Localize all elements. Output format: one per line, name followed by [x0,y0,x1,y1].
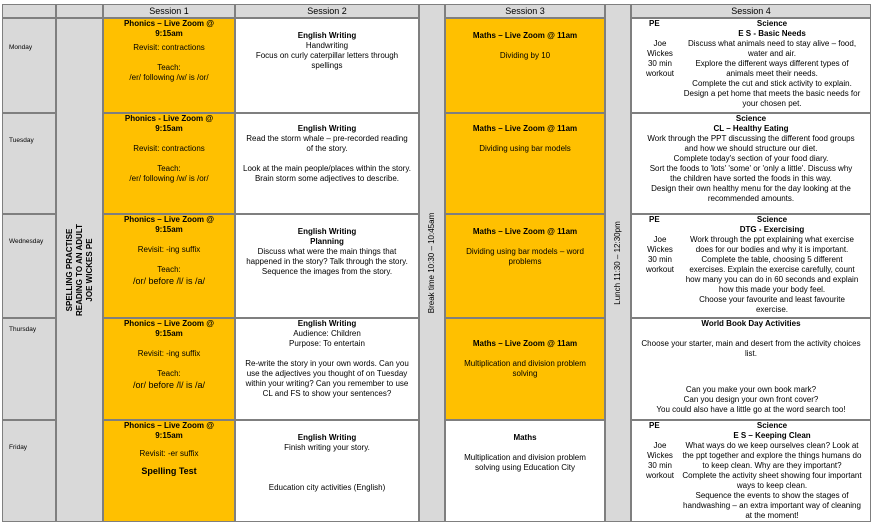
side-line-3: JOE WICKES PE [84,238,94,302]
lunch-column [605,4,631,522]
day-friday: Friday [2,420,56,522]
s3-friday: Maths Multiplication and division problem solving using Education City [445,420,605,522]
science-block-monday: Science E S - Basic Needs Discuss what animals need to stay alive – food, water and air. Explore the different ways different types of animals meet their needs. Complete the cut and stick activity to explain. Design a pet home that meets the basic needs for your chosen pet. [683,19,861,108]
science-block-wednesday: Science DTG - Exercising Work through the ppt explaining what exercise does for our bodies and why it is important. Complete the table, choosing 5 different exercises. Explain the exercise carefully, count how many you can do in 60 seconds and explain how this made your body feel. Choose your favourite and least favourite exercise. [685,215,859,314]
header-corner [2,4,56,18]
s1-wednesday: Phonics – Live Zoom @ 9:15am Revisit: -ing suffix Teach: /or/ before /l/ is /a/ [103,214,235,318]
pe-block-friday: PE Joe Wickes 30 min workout [646,421,675,480]
s2-thursday: English Writing Audience: Children Purpose: To entertain Re-write the story in your own words. Can you use the adjectives you thought of on Tuesday within your writing? Can you remember to use CL and FS to show your sentences? [235,318,419,420]
day-thursday: Thursday [2,318,56,420]
spelling-reading-pe-column [56,18,103,522]
header-session-4: Session 4 [631,4,871,18]
s3-tuesday: Maths – Live Zoom @ 11am Dividing using bar models [445,113,605,214]
s1-tuesday: Phonics - Live Zoom @ 9:15am Revisit: contractions Teach: /er/ following /w/ is /or/ [103,113,235,214]
s2-wednesday: English Writing Planning Discuss what were the main things that happened in the story? Talk through the story. Sequence the images from the story. [235,214,419,318]
day-wednesday: Wednesday [2,214,56,318]
break-time-label: Break time 10:30 – 10:45am [427,212,436,314]
header-session-1: Session 1 [103,4,235,18]
header-session-2: Session 2 [235,4,419,18]
s3-thursday: Maths – Live Zoom @ 11am Multiplication and division problem solving [445,318,605,420]
s2-friday: English Writing Finish writing your story. Education city activities (English) [235,420,419,522]
side-line-1: SPELLING PRACTISE [64,228,74,312]
side-line-2: READING TO AN ADULT [74,224,84,316]
science-block-tuesday: Science CL – Healthy Eating Work through the PPT discussing the different food groups and how we should structure our diet. Complete today's section of your food diary. Sort the foods to 'lots' 'some' or 'only a little'. Discuss why the children have sorted the foods in this way. Design their own healthy menu for the day looking at the recommended amounts. [647,114,855,203]
s4-monday [631,18,871,113]
s4-friday [631,420,871,522]
s1-monday: Phonics – Live Zoom @ 9:15am Revisit: contractions Teach: /er/ following /w/ is /or/ [103,18,235,113]
lunch-label: Lunch 11:30 – 12:30pm [613,221,622,305]
s1-thursday: Phonics – Live Zoom @ 9:15am Revisit: -ing suffix Teach: /or/ before /l/ is /a/ [103,318,235,420]
day-tuesday: Tuesday [2,113,56,214]
day-monday: Monday [2,18,56,113]
s4-wednesday [631,214,871,318]
pe-block-monday: PE Joe Wickes 30 min workout [646,19,675,78]
science-block-friday: Science E S – Keeping Clean What ways do we keep ourselves clean? Look at the ppt together and explore the things humans do to keep clean. Why are they important? Complete the activity sheet showing four important ways to keep clean. Sequence the events to show the stages of handwashing – an extra important way of cleaning at the moment! [682,421,862,520]
s3-wednesday: Maths – Live Zoom @ 11am Dividing using bar models – word problems [445,214,605,318]
s4-tuesday [631,113,871,214]
s4-thursday: World Book Day Activities Choose your starter, main and desert from the activity choices list. Can you make your own book mark? Can you design your own front cover? You could also have a little go at the word search too! [631,318,871,420]
s1-friday: Phonics – Live Zoom @ 9:15am Revisit: -er suffix Spelling Test [103,420,235,522]
s2-tuesday: English Writing Read the storm whale – pre-recorded reading of the story. Look at the main people/places within the story. Brain storm some adjectives to describe. [235,113,419,214]
pe-block-wednesday: PE Joe Wickes 30 min workout [646,215,675,274]
s2-monday: English Writing Handwriting Focus on curly caterpillar letters through spellings [235,18,419,113]
s3-monday: Maths – Live Zoom @ 11am Dividing by 10 [445,18,605,113]
header-side-blank [56,4,103,18]
header-session-3: Session 3 [445,4,605,18]
break-time-column [419,4,445,522]
